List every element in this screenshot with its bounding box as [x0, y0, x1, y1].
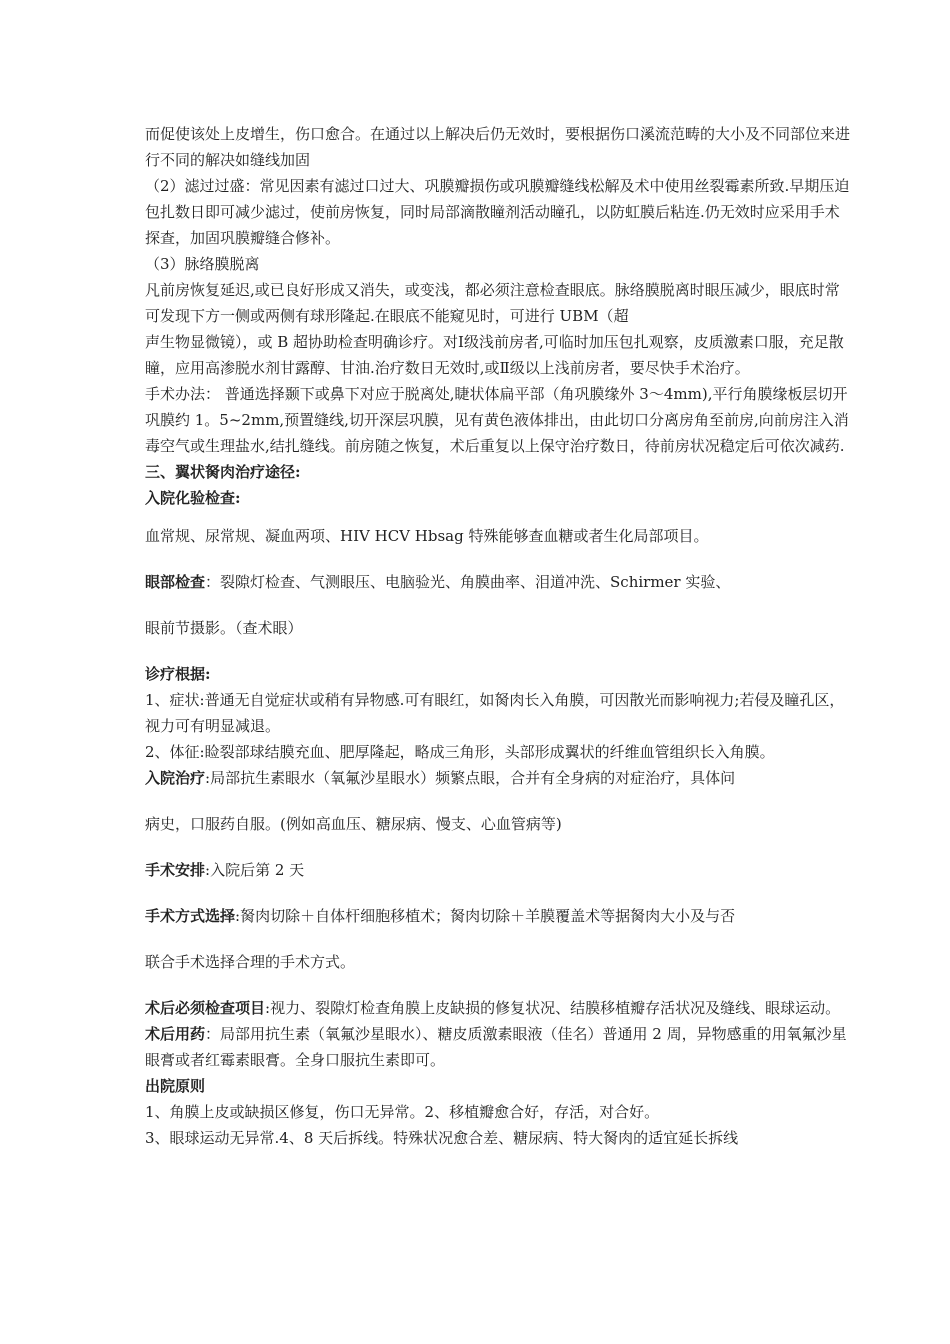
heading-choroidal-detachment: （3）脉络膜脱离	[145, 255, 260, 273]
admission-text: :局部抗生素眼水（氧氟沙星眼水）频繁点眼，合并有全身病的对症治疗，具体问	[205, 769, 736, 787]
paragraph-eye-exam-cont: 眼前节摄影。（查术眼）	[145, 619, 303, 637]
paragraph-discharge-2: 3、眼球运动无异常.4、8 天后拆线。特殊状况愈合差、糖尿病、特大胬肉的适宜延长拆线	[145, 1129, 739, 1147]
paragraph-admission-cont: 病史，口服药自服。(例如高血压、糖尿病、慢支、心血管病等)	[145, 815, 562, 833]
eye-exam-label: 眼部检查	[145, 573, 206, 591]
paragraph-over-filtration: （2）滤过过盛：常见因素有滤过口过大、巩膜瓣损伤或巩膜瓣缝线松解及术中使用丝裂霉素所致.早期压迫包扎数日即可减少滤过，使前房恢复，同时局部滴散瞳剂活动瞳孔，以防虹膜后粘连.仍无效时应采用手术探查，加固巩膜瓣缝合修补。	[145, 177, 850, 247]
paragraph-discharge-1: 1、角膜上皮或缺损区修复，伤口无异常。2、移植瓣愈合好，存活，对合好。	[145, 1103, 660, 1121]
postop-medication-label: 术后用药	[145, 1025, 206, 1043]
surgery-selection-label: 手术方式选择	[145, 907, 236, 925]
surgery-selection-text: :胬肉切除＋自体杆细胞移植术；胬肉切除＋羊膜覆盖术等据胬肉大小及与否	[235, 907, 736, 925]
paragraph-lab-tests: 血常规、尿常规、凝血两项、HIV HCV Hbsag 特殊能够查血糖或者生化局部项目。	[145, 527, 709, 545]
paragraph-choroidal-detachment: 凡前房恢复延迟,或已良好形成又消失，或变浅，都必须注意检查眼底。脉络膜脱离时眼压减少，眼底时常可发现下方一侧或两侧有球形隆起.在眼底不能窥见时，可进行 UBM（超	[145, 281, 840, 325]
paragraph-surgery-method: 手术办法： 普通选择颞下或鼻下对应于脱离处,睫状体扁平部（角巩膜缘外 3～4mm),平行角膜缘板层切开巩膜约 1。5~2mm,预置缝线,切开深层巩膜，见有黄色液体排出，由此切口分离房角至前房,向前房注入消毒空气或生理盐水,结扎缝线。前房随之恢复，术后重复以上保守治疗数日，待前房状况稳定后可依次减药.	[145, 385, 849, 455]
section-heading-pterygium: 三、翼状胬肉治疗途径:	[145, 463, 301, 481]
paragraph-signs: 2、体征:睑裂部球结膜充血、肥厚隆起，略成三角形，头部形成翼状的纤维血管组织长入角膜。	[145, 743, 775, 761]
paragraph-postop-medication	[145, 1021, 850, 1073]
paragraph-surgery-selection	[145, 903, 850, 929]
surgery-schedule-text: :入院后第 2 天	[205, 861, 305, 879]
paragraph-surgery-schedule	[145, 857, 850, 883]
eye-exam-text: ：裂隙灯检查、气测眼压、电脑验光、角膜曲率、泪道冲洗、Schirmer 实验、	[205, 573, 731, 591]
postop-exams-text: :视力、裂隙灯检查角膜上皮缺损的修复状况、结膜移植瓣存活状况及缝线、眼球运动。	[265, 999, 841, 1017]
paragraph-wound-healing: 而促使该处上皮增生，伤口愈合。在通过以上解决后仍无效时，要根据伤口溪流范畴的大小及不同部位来进行不同的解决如缝线加固	[145, 125, 851, 169]
paragraph-postop-exams	[145, 995, 850, 1021]
surgery-schedule-label: 手术安排	[145, 861, 206, 879]
admission-label: 入院治疗	[145, 769, 206, 787]
heading-diagnosis: 诊疗根据:	[145, 665, 211, 683]
postop-exams-label: 术后必须检查项目	[145, 999, 266, 1017]
paragraph-symptoms: 1、症状:普通无自觉症状或稍有异物感.可有眼红，如胬肉长入角膜，可因散光而影响视力;若侵及瞳孔区，视力可有明显减退。	[145, 691, 845, 735]
paragraph-admission-treatment	[145, 765, 850, 791]
paragraph-ultrasound: 声生物显微镜），或 B 超协助检查明确诊疗。对Ⅰ级浅前房者,可临时加压包扎观察，皮质激素口服，充足散瞳，应用高渗脱水剂甘露醇、甘油.治疗数日无效时,或Ⅱ级以上浅前房者，要尽快手术治疗。	[145, 333, 844, 377]
heading-discharge: 出院原则	[145, 1077, 206, 1095]
paragraph-surgery-selection-cont: 联合手术选择合理的手术方式。	[145, 953, 356, 971]
heading-lab-tests: 入院化验检查:	[145, 489, 241, 507]
postop-medication-text: ：局部用抗生素（氧氟沙星眼水）、糖皮质激素眼液（佳名）普通用 2 周，异物感重的用氧氟沙星眼膏或者红霉素眼膏。全身口服抗生素即可。	[145, 1025, 847, 1069]
paragraph-eye-exam	[145, 569, 850, 595]
